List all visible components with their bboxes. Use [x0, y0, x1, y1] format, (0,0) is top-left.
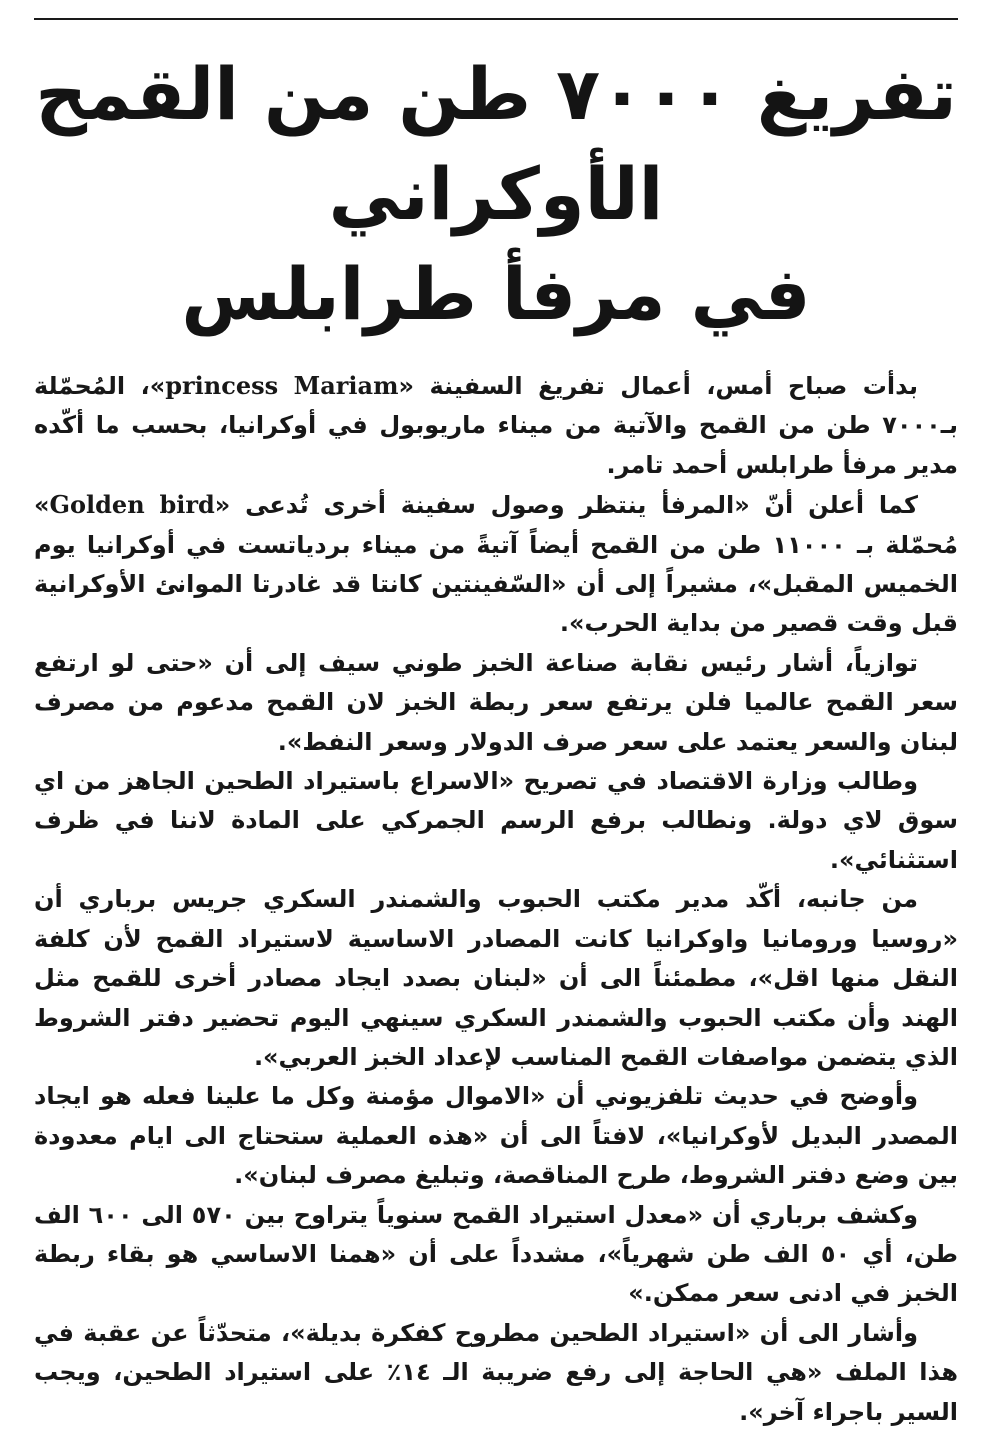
paragraph-3: توازياً، أشار رئيس نقابة صناعة الخبز طوني سيف إلى أن «حتى لو ارتفع سعر القمح عالميا فلن يرتفع سعر ربطة الخبز لان القمح مدعوم من مصرف لبنان والسعر يعتمد على سعر صرف الدولار وسعر النفط».: [34, 648, 958, 756]
paragraph-7: وكشف برباري أن «معدل استيراد القمح سنوياً يتراوح بين ٥٧٠ الى ٦٠٠ الف طن، أي ٥٠ الف طن شهرياً»، مشدداً على أن «همنا الاساسي هو بقاء ربطة الخبز في ادنى سعر ممكن.»: [34, 1200, 958, 1308]
paragraph-2: [34, 485, 958, 644]
news-article: [34, 44, 958, 1432]
paragraph-5: من جانبه، أكّد مدير مكتب الحبوب والشمندر السكري جريس برباري أن «روسيا ورومانيا واوكرانيا كانت المصادر الاساسية لاستيراد القمح لأن كلفة النقل منها اقل»، مطمئناً الى أن «لبنان بصدد ايجاد مصادر أخرى للقمح مثل الهند وأن مكتب الحبوب والشمندر السكري سينهي اليوم تحضير دفتر الشروط الذي يتضمن مواصفات القمح المناسب لإعداد الخبز العربي».: [34, 885, 958, 1071]
paragraph-6: وأوضح في حديث تلفزيوني أن «الاموال مؤمنة وكل ما علينا فعله هو ايجاد المصدر البديل لأوكرانيا»، لافتاً الى أن «هذه العملية ستحتاج الى ايام معدودة بين وضع دفتر الشروط، طرح المناقصة، وتبليغ مصرف لبنان».: [34, 1082, 958, 1190]
paragraph-4: وطالب وزارة الاقتصاد في تصريح «الاسراع باستيراد الطحين الجاهز من اي سوق لاي دولة. ونطالب برفع الرسم الجمركي على المادة لاننا في ظرف استثنائي».: [34, 767, 958, 874]
paragraph-1-text-start: بدأت صباح أمس، أعمال تفريغ السفينة «: [398, 372, 919, 400]
paragraph-2-text-start: كما أعلن أنّ «المرفأ ينتظر وصول سفينة أخرى تُدعى «: [214, 491, 918, 520]
headline-line-1: تفريغ ٧٠٠٠ طن من القمح الأوكراني: [35, 52, 957, 236]
article-body: [34, 366, 958, 1432]
headline: [34, 44, 958, 344]
paragraph-1: [34, 366, 958, 485]
headline-line-2: في مرفأ طرابلس: [181, 252, 811, 336]
ship-name-golden-bird: Golden bird: [49, 490, 215, 520]
paragraph-1-text-end: »، المُحمّلة بـ٧٠٠٠ طن من القمح والآتية من ميناء ماريوبول في أوكرانيا، بحسب ما أكّده مدير مرفأ طرابلس أحمد تامر.: [34, 372, 958, 479]
ship-name-princess-mariam: princess Mariam: [165, 371, 399, 400]
paragraph-2-text-end: » مُحمّلة بـ ١١٠٠٠ طن من القمح أيضاً آتيةً من ميناء بردياتست في أوكرانيا يوم الخميس المقبل»، مشيراً إلى أن «السّفينتين كانتا قد غادرتا الموانئ الأوكرانية قبل وقت قصير من بداية الحرب».: [34, 491, 958, 638]
paragraph-8: وأشار الى أن «استيراد الطحين مطروح كفكرة بديلة»، متحدّثاً عن عقبة في هذا الملف «هي الحاجة إلى رفع ضريبة الـ ١٤٪ على استيراد الطحين، ويجب السير باجراء آخر».: [34, 1318, 958, 1426]
top-rule: [34, 18, 958, 20]
